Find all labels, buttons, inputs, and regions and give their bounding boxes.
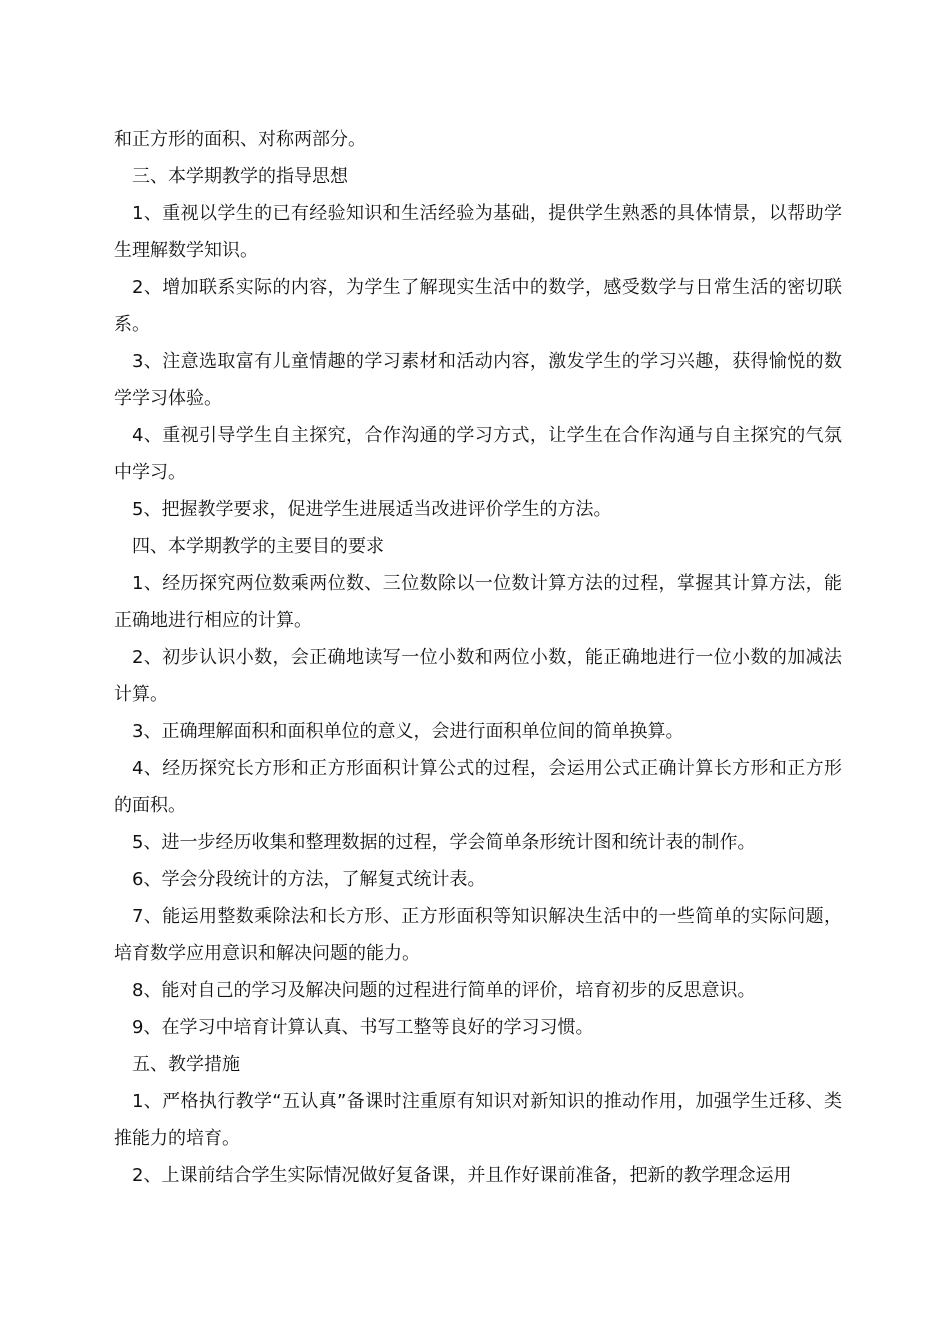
paragraph: 8、能对自己的学习及解决问题的过程进行简单的评价，培育初步的反思意识。 xyxy=(132,980,756,1001)
document-body xyxy=(114,121,842,1194)
section-heading: 三、本学期教学的指导思想 xyxy=(132,166,348,187)
section-heading: 四、本学期教学的主要目的要求 xyxy=(132,536,384,557)
paragraph: 7、能运用整数乘除法和长方形、正方形面积等知识解决生活中的一些简单的实际问题，培育数学应用意识和解决问题的能力。 xyxy=(114,906,842,964)
paragraph: 1、严格执行教学“五认真”备课时注重原有知识对新知识的推动作用，加强学生迁移、类推能力的培育。 xyxy=(114,1091,842,1149)
paragraph: 2、上课前结合学生实际情况做好复备课，并且作好课前准备，把新的教学理念运用 xyxy=(132,1165,792,1186)
paragraph: 5、进一步经历收集和整理数据的过程，学会简单条形统计图和统计表的制作。 xyxy=(132,832,756,853)
paragraph: 2、增加联系实际的内容，为学生了解现实生活中的数学，感受数学与日常生活的密切联系。 xyxy=(114,277,842,335)
paragraph: 6、学会分段统计的方法，了解复式统计表。 xyxy=(132,869,486,890)
paragraph: 4、重视引导学生自主探究，合作沟通的学习方式，让学生在合作沟通与自主探究的气氛中学习。 xyxy=(114,425,842,483)
paragraph: 1、经历探究两位数乘两位数、三位数除以一位数计算方法的过程，掌握其计算方法，能正确地进行相应的计算。 xyxy=(114,573,842,631)
paragraph: 2、初步认识小数，会正确地读写一位小数和两位小数，能正确地进行一位小数的加减法计算。 xyxy=(114,647,842,705)
paragraph: 1、重视以学生的已有经验知识和生活经验为基础，提供学生熟悉的具体情景，以帮助学生理解数学知识。 xyxy=(114,203,842,261)
paragraph: 和正方形的面积、对称两部分。 xyxy=(114,129,366,150)
paragraph: 5、把握教学要求，促进学生进展适当改进评价学生的方法。 xyxy=(132,499,612,520)
paragraph: 3、注意选取富有儿童情趣的学习素材和活动内容，激发学生的学习兴趣，获得愉悦的数学学习体验。 xyxy=(114,351,842,409)
paragraph: 4、经历探究长方形和正方形面积计算公式的过程，会运用公式正确计算长方形和正方形的面积。 xyxy=(114,758,842,816)
paragraph: 3、正确理解面积和面积单位的意义，会进行面积单位间的简单换算。 xyxy=(132,721,684,742)
paragraph: 9、在学习中培育计算认真、书写工整等良好的学习习惯。 xyxy=(132,1017,594,1038)
section-heading: 五、教学措施 xyxy=(132,1054,240,1075)
